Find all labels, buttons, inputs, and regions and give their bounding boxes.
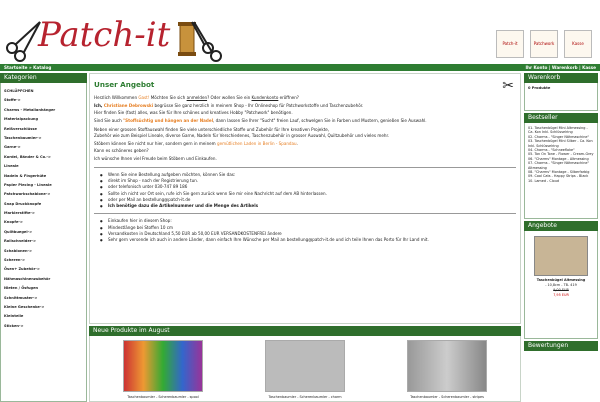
category-item[interactable]: Markierstifte-> [4,211,35,216]
create-account-link[interactable]: Kundenkonto [251,95,279,100]
category-item[interactable]: Reißverschlüsse [4,126,37,131]
bestseller-title: Bestseller [524,113,598,123]
divider [94,167,516,168]
category-item[interactable]: Nieten / Ösfugen [4,286,39,291]
reviews-title: Bewertungen [524,341,598,351]
category-item[interactable]: Papier Piecing - Lineale [4,182,52,187]
wish-text: Ich wünsche Ihnen viel Freude beim Stöbern und Einkaufen. [94,156,217,162]
list-item: ● Versandkosten in Deutschland 5,50 EUR ab 50,00 EUR VERSANDKOSTENFREI ändere [108,231,516,237]
category-item[interactable]: Kleinteile [4,314,24,319]
account-links[interactable]: Ihr Konto | Warenkorb | Kasse [525,65,596,70]
old-price: 9,00 EUR [553,288,569,292]
patchwork-icon[interactable]: Patchwork [530,30,558,58]
store-text: Stöbern können Sie nicht nur hier, sondern gern in meinem gemütlichen Laden in Berlin - Spandau. Kann es schöneres geben? [94,141,298,153]
left-sidebar [0,73,87,402]
category-item[interactable]: Charms - Metallanhänger [4,107,56,112]
category-item[interactable]: Schnittmuster-> [4,295,38,300]
guest-label: Gast! [138,95,150,100]
offer-box [89,73,521,324]
shop-icon[interactable]: Patch-it [496,30,524,58]
product-card[interactable]: Taschenbaumler - Scherenbaumler - stripes [387,340,507,399]
welcome-text: Herzlich Willkommen Gast! Möchten Sie sich anmelden? Oder wollen Sie ein Kundenkonto eröffnen? [94,95,299,100]
category-item[interactable]: Lineale [4,164,19,169]
cart-count: 0 Produkte [528,86,551,90]
category-item[interactable]: Schablonen-> [4,248,33,253]
offer-image[interactable] [534,236,588,276]
list-item: ● Sehr gern versende ich auch in andere Länder, dann einfach Ihre Wünsche per Mail an bestellung@patch-it.de und ich teile Ihnen das Porto für Ihr Land mit. [108,237,516,243]
category-item[interactable]: Garne-> [4,145,21,150]
bestseller-item[interactable]: 10. Lamed - Cloud [528,178,560,183]
shopping-info-list [108,218,516,243]
kasse-icon[interactable]: Kasse [564,30,592,58]
bestseller-item[interactable]: 08. "Charms" Montage - Silberfarbig [528,170,590,175]
category-item[interactable]: Sticken-> [4,323,24,328]
new-products-title: Neue Produkte im August [89,326,521,336]
bestseller-item[interactable]: 05. Ton On Tone - Flower - Cream-Grey [528,152,594,157]
scissors-icon: ✂ [502,78,514,94]
category-item[interactable]: Patchworkschablone-> [4,192,51,197]
category-item[interactable]: Quiltbuegel-> [4,229,33,234]
product-card[interactable]: Taschenbaumler - Scherenbaumler - charm [245,340,365,399]
category-item[interactable]: Materialpackung [4,117,39,122]
category-item[interactable]: Nadeln & Fingerhüte [4,173,47,178]
list-item: ● oder per Mail an bestellung@patch-it.de [108,197,516,203]
category-item[interactable]: Kleine Geschenke-> [4,304,45,309]
offer-spec: - 10,8cm - TB- 419 [545,283,577,287]
owner-name: Christiane Debrowski [103,103,154,109]
category-item[interactable]: SCHLÜPFCHEN [4,89,34,93]
category-item[interactable]: Nähmaschinenzubehör [4,276,51,281]
offers-title: Angebote [524,221,598,231]
product-card[interactable]: Taschenbaumler - Scherenbaumler - spool [103,340,223,399]
order-info-list [108,172,516,210]
list-item: ● Mindestlänge bei Stoffen 10 cm [108,225,516,231]
list-item: ● oder telefonisch unter 030-747 89 186 [108,184,516,190]
product-image[interactable] [407,340,487,392]
bestseller-item[interactable]: 02. Charms - "Singer Nähmaschine" [528,134,590,139]
list-item: ● Wenn Sie eine Bestellung aufgeben möchten, können Sie das: [108,172,516,178]
bestseller-item[interactable]: 07. Charms - "Singer Nähmaschine" Altmessing [528,161,590,170]
bestseller-item[interactable]: 01. Taschenbügel Mini Altmessing - Ca. Kon Inkl. Schlüsselring [528,126,588,135]
intro-text: Ich, Christiane Debrowski begrüsse Sie ganz herzlich in meinem Shop - Ihr Onlineshop für Patchworkstoffe und Taschenzubehör. Hier finden Sie (fast) alles, was Sie für Ihre schönes und kreatives Hobby "Patchwork" benötigen. [94,103,364,115]
category-item[interactable]: Rollschneider-> [4,239,37,244]
divider [94,213,516,214]
category-item[interactable]: Snap Druckknopfe [4,201,42,206]
patch-it-logo[interactable] [2,4,222,62]
svg-text:Patch-it: Patch-it [38,15,171,55]
main-content [89,73,521,402]
passion-text: Sind Sie auch "Stoffsüchtig und hängen an der Nadel, dann lassen Sie Ihrer "Sucht" freien Lauf, schwelgen Sie in Farben und Mustern, genießen Sie Auswahl. [94,118,427,124]
offer-card[interactable] [524,231,598,339]
new-price: 7,95 EUR [553,293,569,297]
bestseller-item[interactable]: 04. Charms - "Schneefloke" [528,148,575,153]
category-item[interactable]: Taschenbaumler-> [4,135,42,140]
category-item[interactable]: Ösen+ Zubehör-> [4,267,40,272]
list-item: ● Ich benötige dazu die Artikelnummer und die Menge des Artikels [108,203,516,209]
category-list [0,83,87,402]
range-text: Neben einer grossen Stoffauswahl finden Sie viele unterschiedliche Stoffe und Zubehör für Ihre kreativen Projekte, Zubehör wie zum Beispiel Lineale, diverse Garne, Nadeln für Verschiedenes, Taschenzubehör in grosser Auswahl, Quiltzubehör und vieles mehr. [94,126,390,139]
right-sidebar [524,73,598,402]
login-link[interactable]: anmelden [186,95,208,100]
cart-title: Warenkorb [524,73,598,83]
breadcrumb[interactable]: Startseite » Katalog [4,65,52,70]
product-image[interactable] [123,340,203,392]
list-item: ● direkt im Shop - nach der Registrierung tun. [108,178,516,184]
top-navbar [0,64,600,71]
bestseller-item[interactable]: 06. "Charms" Montage - Altmessing [528,156,589,161]
page-title: Unser Angebot [94,80,155,89]
offer-name[interactable]: Taschenbügel Altmessing [536,278,586,282]
category-item[interactable]: Stoffe-> [4,98,21,103]
category-item[interactable]: Kordel, Bänder & Co.-> [4,154,51,159]
list-item: ● Sollte ich nicht vor Ort sein, rufe ich Sie gern zurück wenn Sie mir eine Nachricht auf dem AB hinterlassen. [108,191,516,197]
new-products [89,326,521,402]
category-item[interactable]: Knopfe-> [4,220,23,225]
category-item[interactable]: Scheren-> [4,258,25,263]
bestseller-item[interactable]: 09. Cool Cats - Happy Strips - Black [528,174,589,179]
categories-title: Kategorien [0,73,87,83]
cart-box [524,83,598,111]
list-item: ● Einkaufen hier in diesem Shop: [108,218,516,224]
header [0,0,600,64]
bestseller-list [524,123,598,219]
bestseller-item[interactable]: 03. Taschenbügel Mini Silber - Ca. Kon Inkl. Schlüsselring [528,139,593,148]
product-image[interactable] [265,340,345,392]
